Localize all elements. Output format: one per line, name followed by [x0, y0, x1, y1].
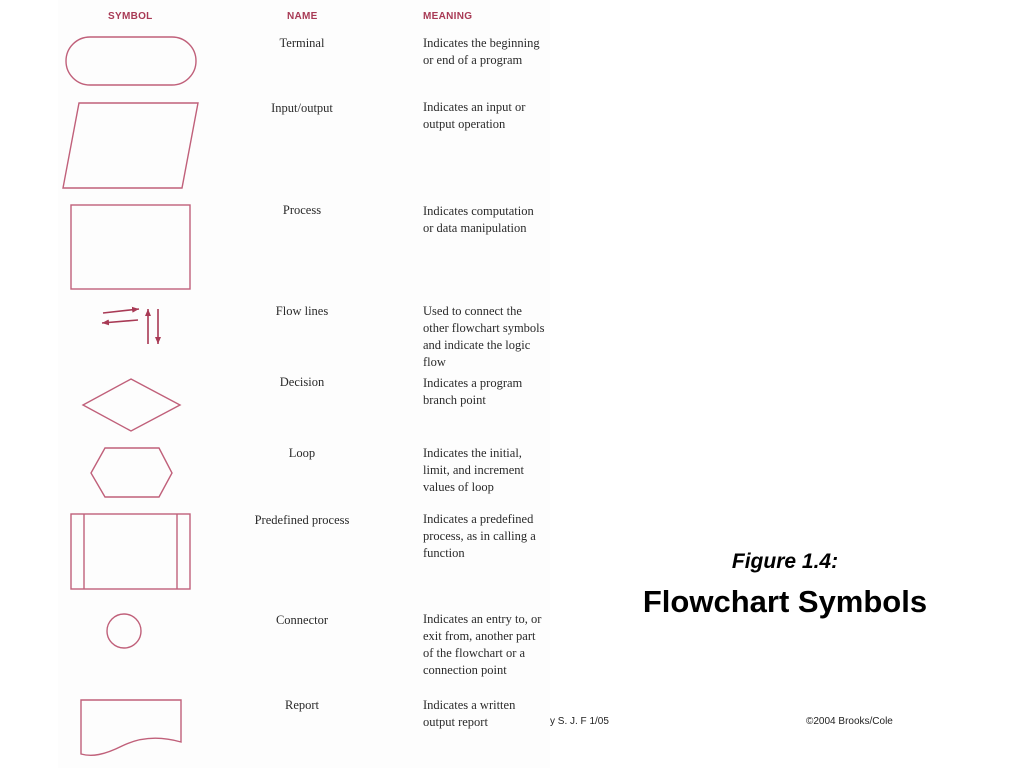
- row-meaning-terminal: [423, 35, 558, 69]
- meaning-line: Indicates an input or: [423, 100, 526, 114]
- meaning-line: Used to connect the: [423, 304, 522, 318]
- row-name-process: Process: [282, 203, 322, 217]
- row-meaning-decision: [423, 375, 558, 409]
- meaning-line: Indicates an entry to, or: [423, 612, 542, 626]
- row-meaning-process: [423, 203, 558, 237]
- loop-symbol: [91, 448, 172, 497]
- meaning-line: exit from, another part: [423, 629, 536, 643]
- meaning-line: or data manipulation: [423, 221, 527, 235]
- header-symbol: SYMBOL: [108, 11, 153, 22]
- row-meaning-input-output: [423, 99, 558, 133]
- row-name-loop: Loop: [288, 446, 316, 460]
- row-meaning-flow-lines: [423, 303, 558, 371]
- meaning-line: Indicates a predefined: [423, 512, 534, 526]
- footer-copyright: ©2004 Brooks/Cole: [806, 716, 893, 727]
- meaning-line: flow: [423, 355, 446, 369]
- meaning-line: Indicates the beginning: [423, 36, 540, 50]
- meaning-line: Indicates a program: [423, 376, 523, 390]
- decision-symbol: [83, 379, 180, 431]
- row-name-flow-lines: Flow lines: [275, 304, 329, 318]
- meaning-line: and indicate the logic: [423, 338, 531, 352]
- meaning-line: process, as in calling a: [423, 529, 536, 543]
- figure-number: Figure 1.4:: [731, 550, 839, 573]
- input-output-symbol: [63, 103, 198, 188]
- meaning-line: values of loop: [423, 480, 494, 494]
- meaning-line: branch point: [423, 393, 486, 407]
- row-name-report: Report: [284, 698, 320, 712]
- meaning-line: output operation: [423, 117, 506, 131]
- row-meaning-predefined-process: [423, 511, 558, 562]
- meaning-line: Indicates computation: [423, 204, 534, 218]
- row-meaning-report: [423, 697, 558, 731]
- row-name-predefined-process: Predefined process: [254, 513, 350, 527]
- header-name: NAME: [287, 11, 318, 22]
- terminal-symbol: [66, 37, 196, 85]
- meaning-line: or end of a program: [423, 53, 523, 67]
- report-symbol: [81, 700, 181, 755]
- row-name-terminal: Terminal: [279, 36, 325, 50]
- meaning-line: of the flowchart or a: [423, 646, 526, 660]
- footer-left: y S. J. F 1/05: [550, 716, 609, 727]
- process-symbol: [71, 205, 190, 289]
- row-meaning-connector: [423, 611, 558, 679]
- row-meaning-loop: [423, 445, 558, 496]
- meaning-line: Indicates the initial,: [423, 446, 522, 460]
- meaning-line: function: [423, 546, 465, 560]
- connector-symbol: [107, 614, 141, 648]
- meaning-line: other flowchart symbols: [423, 321, 545, 335]
- meaning-line: limit, and increment: [423, 463, 525, 477]
- row-name-input-output: Input/output: [271, 101, 333, 115]
- meaning-line: Indicates a written: [423, 698, 516, 712]
- meaning-line: connection point: [423, 663, 507, 677]
- row-name-decision: Decision: [279, 375, 325, 389]
- meaning-line: output report: [423, 715, 488, 729]
- row-name-connector: Connector: [275, 613, 329, 627]
- figure-title: Flowchart Symbols: [642, 584, 928, 619]
- predefined-process-symbol: [71, 514, 190, 589]
- header-meaning: MEANING: [423, 11, 473, 22]
- flow-lines-symbol: [102, 309, 158, 344]
